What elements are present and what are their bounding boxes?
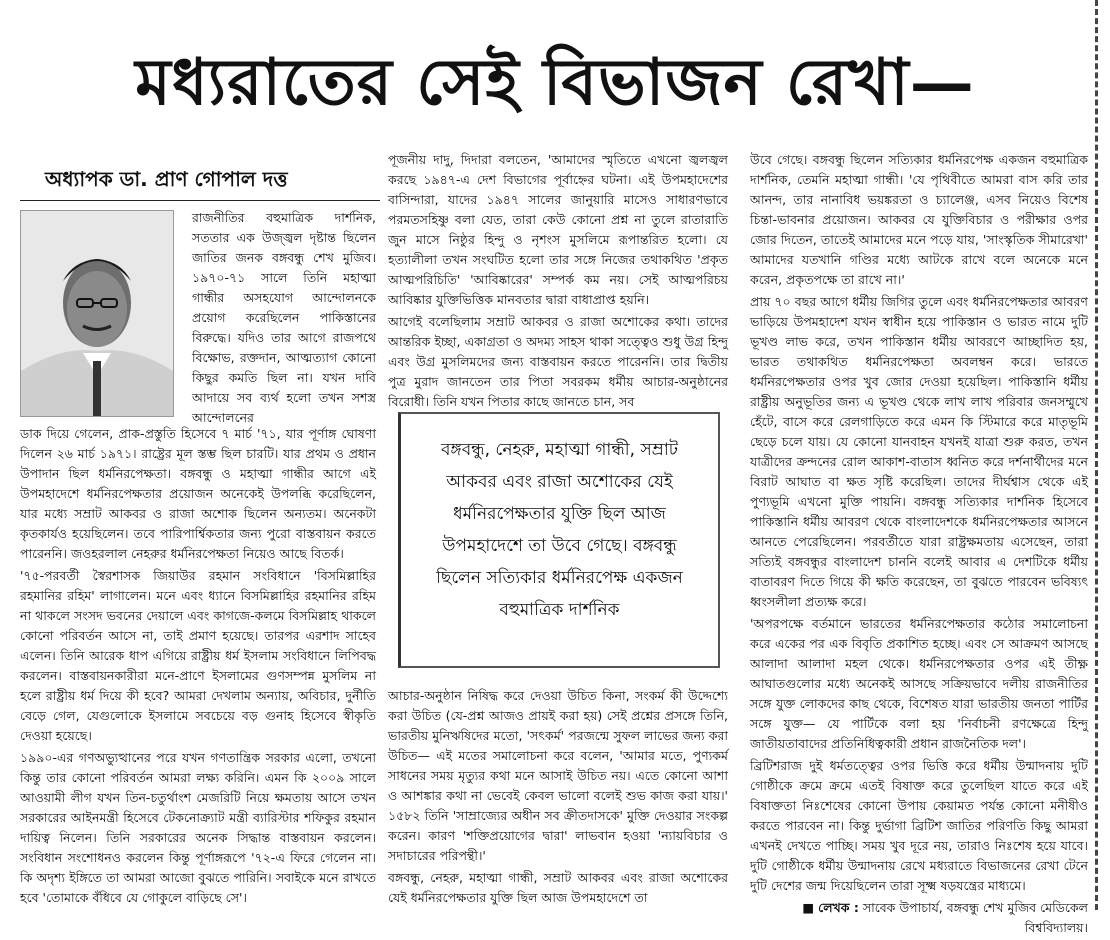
paragraph: 'অপরপক্ষে বর্তমানে ভারতের ধর্মনিরপেক্ষতার কঠোর সমালোচনা করে একের পর এক বিবৃতি প্রকাশিত হচ্ছে। এবং সে আক্রমণ আসছে আলাদা আলাদা মহল থেকে। ধর্মনিরপেক্ষতার ওপর এই তীক্ষ্ণ আঘাতগুলোর মধ্যে অনেকই আসছে সক্রিয়ভাবে দলীয় রাজনীতির সঙ্গে যুক্ত লোকদের কাছ থেকে, বিশেষত যারা ভারতীয় জনতা পার্টির সঙ্গে যুক্ত— যে পার্টিকে বলা হয় 'নির্বাচনী রণক্ষেত্রে হিন্দু জাতীয়তাবাদের প্রতিনিধিত্বকারী প্রধান রাজনৈতিক দল'। [750, 616, 1088, 751]
paragraph: প্রায় ৭০ বছর আগে ধর্মীয় জিগির তুলে এবং ধর্মনিরপেক্ষতার আবরণ ভাড়িয়ে উপমহাদেশ যখন স্বাধীন হয়ে পাকিস্তান ও ভারত নামে দুটি ভূখণ্ড লাভ করে, তখন পাকিস্তান ধর্মীয় আবরণে আচ্ছাদিত হয়, ভারত তথাকথিত ধর্মনিরপেক্ষতা অবলম্বন করে। ভারতে ধর্মনিরপেক্ষতার ওপর খুব জোর দেওয়া হয়েছিল। পাকিস্তানি ধর্মীয় রাষ্ট্রীয় অনুভূতির জন্য এ ভূখণ্ড থেকে লাখ লাখ পরিবার জনসম্মুখে হেঁটে, বাসে করে রেলগাড়িতে করে এমন কি স্টিমারে করে মাতৃভূমি ছেড়ে চলে যায়। যে কোনো যানবাহন যখনই যাত্রা শুরু করত, তখন যাত্রীদের ক্রন্দনের রোল আকাশ-বাতাস ধ্বনিত করে দর্শনার্থীদের মনে বিরাট আঘাত বা ক্ষত সৃষ্টি করেছিল। তাদের দীর্ঘশ্বাস থেকে এই পুণ্যভূমি এখনো মুক্তি পায়নি। বঙ্গবন্ধু সত্যিকার দার্শনিক হিসেবে পাকিস্তানি ধর্মীয় আবরণ থেকে বাংলাদেশকে ধর্মনিরপেক্ষতার আসনে আনতে পেরেছিলেন। পরবর্তীতে যারা রাষ্ট্রক্ষমতায় এসেছেন, তারা সত্যিই বঙ্গবন্ধুর বাংলাদেশ চাননি বলেই আবার এ দেশটিকে ধর্মীয় বাতাবরণ দিতে গিয়ে কী ক্ষতি করেছেন, তা বুঝতে পারবেন ভবিষ্যৎ ধ্বংসলীলা প্রত্যক্ষ করে। [750, 294, 1088, 609]
lead-paragraph: রাজনীতির বহুমাত্রিক দার্শনিক, সততার এক উজ্জ্বল দৃষ্টান্ত ছিলেন জাতির জনক বঙ্গবন্ধু শেখ মুজিব। ১৯৭০-৭১ সালে তিনি মহাত্মা গান্ধীর অসহযোগ আন্দোলনকে প্রয়োগ করেছিলেন পাকিস্তানের বিরুদ্ধে। যদিও তার আগে রাজপথে বিক্ষোভ, রক্তদান, আত্মত্যাগ কোনো কিছুর কমতি ছিল না। যখন দাবি আদায়ে সব ব্যর্থ হলো তখন সশস্ত্র আন্দোলনের [192, 210, 376, 425]
credit-label: লেখক : [818, 900, 859, 915]
headline: মধ্যরাতের সেই বিভাজন রেখা— [135, 45, 975, 120]
author-photo [20, 210, 174, 417]
paragraph: আগেই বলেছিলাম সম্রাট আকবর ও রাজা অশোকের কথা। তাদের আন্তরিক ইচ্ছা, একাগ্রতা ও অদম্য সাহস থাকা সত্ত্বেও শুধু উগ্র হিন্দু এবং উগ্র মুসলিমদের জন্য বাস্তবায়ন করতে পারেননি। তার দ্বিতীয় পুত্র মুরাদ জানতেন তার পিতা সবরকম ধর্মীয় আচার-অনুষ্ঠানের বিরোধী। তিনি যখন পিতার কাছে জানতে চান, সব [388, 314, 728, 409]
column-2-top [388, 150, 728, 414]
column-1 [20, 424, 376, 910]
paragraph: '৭৫-পরবর্তী স্বৈরশাসক জিয়াউর রহমান সংবিধানে 'বিসমিল্লাহির রহমানির রহিম' লাগালেন। মনে এবং ধ্যানে বিসমিল্লাহির রহমানির রহিম না থাকলে সংসদ ভবনের দেয়ালে এবং কাগজে-কলমে বিসমিল্লাহ থাকলে কোনো পরিবর্তন আসে না, তাই প্রমাণ হয়েছে। তারপর এরশাদ সাহেব এলেন। তিনি আরেক ধাপ এগিয়ে রাষ্ট্রীয় ধর্ম ইসলাম সংবিধানে লিপিবদ্ধ করলেন। বাস্তবায়নকারীরা মনে-প্রাণে ইসলামের গুণসম্পন্ন মুসলিম না হলে রাষ্ট্রীয় ধর্ম দিয়ে কী হবে? আমরা দেখলাম অন্যায়, অবিচার, দুর্নীতি বেড়ে গেল, যেগুলোকে ইসলামে সবচেয়ে বড় গুনাহ হিসেবে স্বীকৃতি দেওয়া হয়েছে। [20, 568, 376, 743]
column-1-lead [192, 208, 376, 430]
column-3 [750, 150, 1088, 940]
paragraph: ডাক দিয়ে গেলেন, প্রাক-প্রস্তুতি হিসেবে ৭ মার্চ '৭১, যার পূর্ণাঙ্গ ঘোষণা দিলেন ২৬ মার্চ ১৯৭১। রাষ্ট্রের মূল স্তম্ভ ছিল চারটি। যার প্রথম ও প্রধান উপাদান ছিল ধর্মনিরপেক্ষতা। বঙ্গবন্ধু ও মহাত্মা গান্ধীর আগে এই উপমহাদেশে ধর্মনিরপেক্ষতার প্রয়োজন অনেকেই উপলব্ধি করেছিলেন, যার মধ্যে সম্রাট আকবর ও রাজা অশোক ছিলেন অন্যতম। অনেকটা কৃতকার্যও হয়েছিলেন। তবে পারিপার্শ্বিকতার জন্য পুরো বাস্তবায়ন করতে পারেননি। জওহরলাল নেহরুর ধর্মনিরপেক্ষতা নিয়েও আছে বিতর্ক। [20, 426, 376, 561]
paragraph: ব্রিটিশরাজ দুই ধর্মতত্ত্বের ওপর ভিত্তি করে ধর্মীয় উন্মাদনায় দুটি গোষ্ঠীকে ক্রমে ক্রমে এতই বিষাক্ত করে তুলেছিল যাতে করে এই বিষাক্ততা নিঃশেষের কোনো উপায় কেয়ামত পর্যন্ত কোনো মনীষীও করতে পারবেন না। কিন্তু দুর্ভাগা ব্রিটিশ জাতির পরিণতি কিছু আমরা এখনই দেখতে পাচ্ছি। সময় খুব দূরে নয়, তারাও নিঃশেষ হয়ে যাবে। দুটি গোষ্ঠীকে ধর্মীয় উন্মাদনায় রেখে মধ্যরাতে বিভাজনের রেখা টেনে দুটি দেশের জন্ম দিয়েছিলেন তারা সূক্ষ্ম ষড়যন্ত্রের মাধ্যমে। [750, 758, 1088, 893]
column-2-bottom [388, 686, 728, 910]
byline-rule [20, 200, 380, 201]
byline: অধ্যাপক ডা. প্রাণ গোপাল দত্ত [45, 167, 288, 191]
credit-marker: ■ [802, 900, 815, 915]
paragraph: পূজনীয় দাদু, দিদারা বলতেন, 'আমাদের স্মৃতিতে এখনো জ্বলজ্বল করছে ১৯৪৭-এ দেশ বিভাগের পূর্বাহ্নের ঘটনা। এই উপমহাদেশের বাসিন্দারা, যাদের ১৯৪৭ সালের জানুয়ারি মাসেও সাধারণভাবে পরমতসহিষ্ণু বলা যেত, তারা কেউ কোনো প্রশ্ন না তুলে রাতারাতি জুন মাসে নিষ্ঠুর হিন্দু ও নৃশংস মুসলিমে রূপান্তরিত হলো। যে হত্যালীলা তখন সংঘটিত হলো তার সঙ্গে নিজের তথাকথিত 'প্রকৃত আত্মপরিচিতি' 'আবিষ্কারের' সম্পর্ক কম নয়। সেই আত্মপরিচয় আবিষ্কার যুক্তিভিত্তিক মানবতার দ্বারা বাধাপ্রাপ্ত হয়নি। [388, 152, 728, 307]
credit-text: সাবেক উপাচার্য, বঙ্গবন্ধু শেখ মুজিব মেডিকেল বিশ্ববিদ্যালয়। [862, 900, 1088, 935]
paragraph: বঙ্গবন্ধু, নেহরু, মহাত্মা গান্ধী, সম্রাট আকবর এবং রাজা অশোকের যেই ধর্মনিরপেক্ষতার যুক্তি ছিল আজ উপমহাদেশে তা [388, 870, 728, 905]
paragraph: উবে গেছে। বঙ্গবন্ধু ছিলেন সত্যিকার ধর্মনিরপেক্ষ একজন বহুমাত্রিক দার্শনিক, তেমনি মহাত্মা গান্ধী। 'যে পৃথিবীতে আমরা বাস করি তার আনন্দ, তার নানাবিধ ভয়ঙ্করতা ও চ্যালেঞ্জ, এসব নিয়েও বিশেষ চিন্তা-ভাবনার প্রয়োজন। আকবর যে যুক্তিবিচার ও পরীক্ষার ওপর জোর দিতেন, তাতেই আমাদের মনে পড়ে যায়, 'সাংস্কৃতিক সীমারেখা' আমাদের যতখানি গণ্ডির মধ্যে আটকে রাখে বলে অনেকে মনে করেন, প্রকৃতপক্ষে তা রাখে না।' [750, 152, 1088, 287]
author-credit [750, 898, 1088, 938]
paragraph: ১৯৯০-এর গণঅভ্যুত্থানের পরে যখন গণতান্ত্রিক সরকার এলো, তখনো কিন্তু তার কোনো পরিবর্তন আমরা লক্ষ্য করিনি। এমন কি ২০০৯ সালে আওয়ামী লীগ যখন তিন-চতুর্থাংশ মেজরিটি নিয়ে ক্ষমতায় আসে তখন সরকারের আইনমন্ত্রী হিসেবে টেকনোক্র্যাট মন্ত্রী ব্যারিস্টার শফিকুর রহমান দায়িত্ব নিলেন। তিনি সরকারের অনেক সিদ্ধান্ত বাস্তবায়ন করলেন। সংবিধান সংশোধনও করলেন কিন্তু পূর্ণাঙ্গরূপে '৭২-এ ফিরে গেলেন না। কি অদৃশ্য ইঙ্গিতে তা আমরা আজো বুঝতে পারিনি। সবাইকে মনে রাখতে হবে 'তোমাকে বঁধিবে যে গোকুলে বাড়িছে সে'। [20, 750, 376, 905]
author-portrait-icon [21, 211, 173, 416]
paragraph: আচার-অনুষ্ঠান নিষিদ্ধ করে দেওয়া উচিত কিনা, সংকর্ম কী উদ্দেশ্যে করা উচিত (যে-প্রশ্ন আজও প্রায়ই করা হয়) সেই প্রশ্নের প্রসঙ্গে তিনি, ভারতীয় মুনিঋষিদের মতো, 'সৎকর্ম' পরজন্মে সুফল লাভের জন্য করা উচিত— এই মতের সমালোচনা করে বলেন, 'আমার মতে, পুণ্যকর্ম সাধনের সময় মৃত্যুর কথা মনে আসাই উচিত নয়। এতে কোনো আশা ও আশঙ্কার কথা না ভেবেই কেবল ভালো বলেই শুভ কাজ করা যায়।' ১৫৮২ তিনি 'সাম্রাজ্যের অধীন সব ক্রীতদাসকে' মুক্তি দেওয়ার সংকল্প করেন। কারণ 'শক্তিপ্রয়োগের দ্বারা' লাভবান হওয়া 'ন্যায়বিচার ও সদাচারের পরিপন্থী।' [388, 688, 728, 863]
pull-quote: বঙ্গবন্ধু, নেহরু, মহাত্মা গান্ধী, সম্রাট আকবর এবং রাজা অশোকের যেই ধর্মনিরপেক্ষতার যুক্তি ছিল আজ উপমহাদেশে তা উবে গেছে। বঙ্গবন্ধু ছিলেন সত্যিকার ধর্মনিরপেক্ষ একজন বহুমাত্রিক দার্শনিক [398, 412, 720, 668]
